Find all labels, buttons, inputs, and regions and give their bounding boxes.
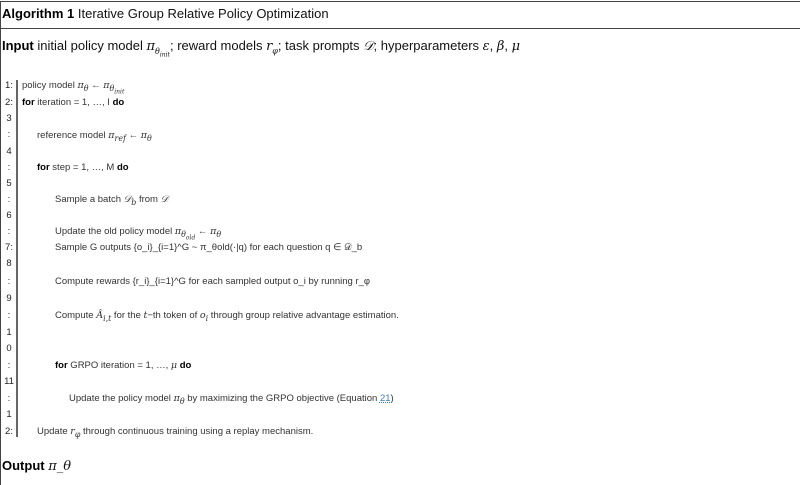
line-number: 8 bbox=[6, 258, 12, 269]
line-number: : bbox=[7, 310, 11, 321]
line-number: 2: bbox=[5, 97, 13, 108]
line-number: 1 bbox=[6, 327, 12, 338]
line-6: Update the old policy model $\pi_{\theta_{old}}$ ← $\pi_\theta$ bbox=[55, 226, 222, 242]
equation-link[interactable]: 21 bbox=[379, 393, 391, 404]
line-5: Sample a batch 𝒟$_b$ from 𝒟 bbox=[55, 194, 169, 207]
output-value: π_θ bbox=[48, 459, 72, 474]
line-2: for iteration = 1, …, I do bbox=[22, 97, 125, 108]
line-number: : bbox=[7, 162, 11, 173]
line-number: 3 bbox=[6, 113, 12, 124]
line-number: : bbox=[7, 276, 11, 287]
line-number: : bbox=[7, 226, 11, 237]
algorithm-title: Algorithm 1 Iterative Group Relative Policy Optimization bbox=[2, 6, 329, 21]
line-7: Sample G outputs {o_i}_{i=1}^G ~ π_θold(·|q) for each question q ∈ 𝒟_b bbox=[55, 242, 363, 253]
line-1: policy model $\pi_\theta$ ← $\pi_{\theta_{init}}$ bbox=[22, 80, 125, 96]
line-number: : bbox=[7, 393, 11, 404]
line-number: 0 bbox=[6, 343, 12, 354]
line-number: : bbox=[7, 360, 11, 371]
line-3: reference model $\pi_{ref}$ ← $\pi_\theta$ bbox=[37, 130, 152, 143]
block-bar bbox=[16, 80, 18, 437]
left-border bbox=[0, 1, 1, 485]
line-11: Update the policy model $\pi_\theta$ by maximizing the GRPO objective (Equation 21) bbox=[69, 393, 394, 406]
top-rule bbox=[0, 1, 800, 2]
line-number: 2: bbox=[5, 426, 13, 437]
line-number: 5 bbox=[6, 178, 12, 189]
title-rule bbox=[0, 28, 800, 29]
line-number: 4 bbox=[6, 146, 12, 157]
line-4: for step = 1, …, M do bbox=[37, 162, 129, 173]
algorithm-input: Input initial policy model $\pi_{\theta_{init}}$; reward models $r_\varphi$; task prompts 𝒟; hyperparameters ε, β, μ bbox=[2, 38, 521, 59]
line-number: 9 bbox=[6, 293, 12, 304]
line-number: 1: bbox=[5, 80, 13, 91]
line-number: 7: bbox=[5, 242, 13, 253]
line-number: 11 bbox=[4, 376, 14, 387]
line-9: Compute $Â_{i,t}$ for the t−th token of $o_i$ through group relative advantage estimation. bbox=[55, 310, 399, 323]
line-number: 1 bbox=[6, 409, 12, 420]
line-8: Compute rewards {r_i}_{i=1}^G for each sampled output o_i by running r_φ bbox=[55, 276, 371, 287]
algorithm-output: Output π_θ bbox=[2, 458, 72, 474]
line-10: for GRPO iteration = 1, …, μ do bbox=[55, 360, 192, 371]
line-number: 6 bbox=[6, 210, 12, 221]
line-number: : bbox=[7, 129, 11, 140]
line-number: : bbox=[7, 194, 11, 205]
line-12: Update $r_\varphi$ through continuous training using a replay mechanism. bbox=[37, 426, 314, 439]
